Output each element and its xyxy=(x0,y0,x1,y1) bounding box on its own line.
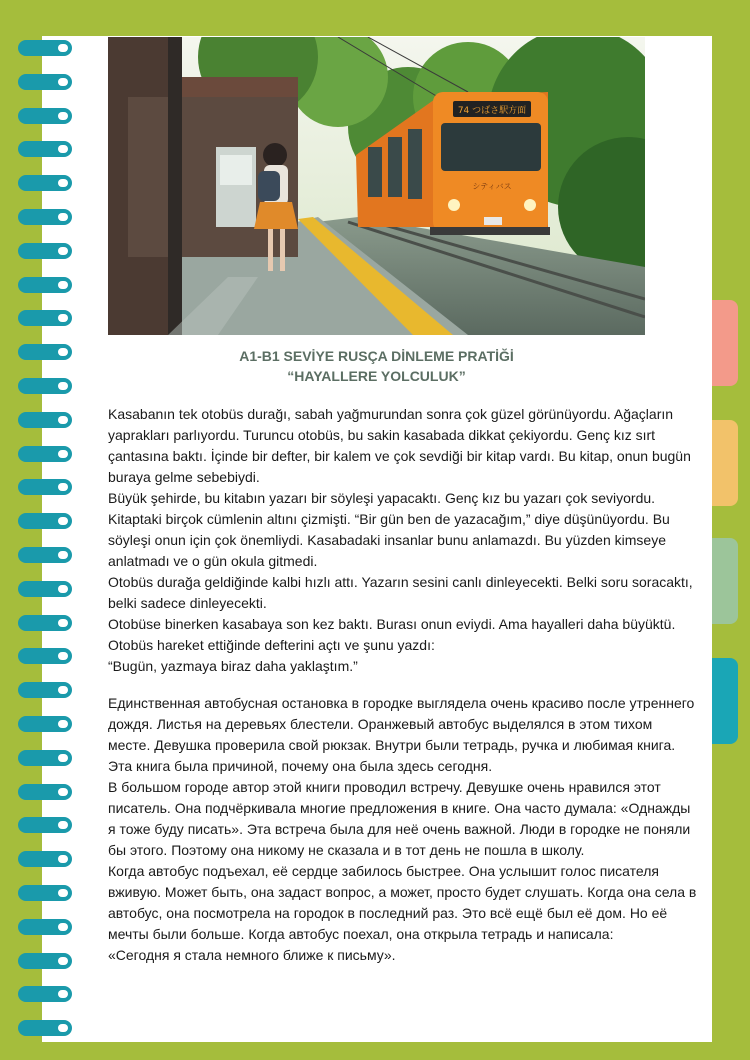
spiral-ring xyxy=(18,750,72,768)
spiral-ring xyxy=(18,108,72,126)
turkish-paragraph: “Bugün, yazmaya biraz daha yaklaştım.” xyxy=(108,658,358,674)
russian-paragraph: Когда автобус подъехал, её сердце забилось быстрее. Она услышит голос писателя вживую. Может быть, она задаст вопрос, а может, просто будет слушать. Когда она села в автобус, она посмотрела на городок в последний раз. Это всё ещё был её дом. Но её мечты были больше. Когда автобус поехал, она открыла тетрадь и написала: xyxy=(108,863,697,942)
spiral-ring xyxy=(18,953,72,971)
divider-tab-pink[interactable] xyxy=(712,300,738,386)
turkish-paragraph: Otobüs durağa geldiğinde kalbi hızlı attı. Yazarın sesini canlı dinleyecekti. Belki soru soracaktı, belki sadece dinleyecekti. xyxy=(108,574,693,611)
spiral-ring xyxy=(18,885,72,903)
spiral-ring xyxy=(18,446,72,464)
spiral-binding xyxy=(0,0,80,1060)
spiral-ring xyxy=(18,310,72,328)
russian-paragraph: «Сегодня я стала немного ближе к письму». xyxy=(108,947,396,963)
russian-story xyxy=(108,693,698,966)
turkish-paragraph: Kasabanın tek otobüs durağı, sabah yağmurundan sonra çok güzel görünüyordu. Ağaçların yaprakları parlıyordu. Turuncu otobüs, bu sakin kasabada dikkat çekiyordu. Genç kız sırt çantasına baktı. İçinde bir defter, bir kalem ve çok sevdiği bir kitap vardı. Bu kitap, onun bugün buraya gelme sebebiydi. xyxy=(108,406,691,485)
spiral-ring xyxy=(18,682,72,700)
spiral-ring xyxy=(18,986,72,1004)
spiral-ring xyxy=(18,277,72,295)
turkish-story xyxy=(108,404,698,677)
spiral-ring xyxy=(18,141,72,159)
spiral-ring xyxy=(18,547,72,565)
bus-stop-illustration xyxy=(108,37,645,335)
divider-tab-orange[interactable] xyxy=(712,420,738,506)
spiral-ring xyxy=(18,784,72,802)
spiral-ring xyxy=(18,412,72,430)
bus-brand-label: シティバス xyxy=(472,182,512,191)
russian-paragraph: Эта книга была причиной, почему она была здесь сегодня. xyxy=(108,758,493,774)
spiral-ring xyxy=(18,851,72,869)
spiral-ring xyxy=(18,513,72,531)
divider-tab-teal[interactable] xyxy=(712,658,738,744)
spiral-ring xyxy=(18,919,72,937)
turkish-paragraph: Otobüse binerken kasabaya son kez baktı. Burası onun eviydi. Ama hayalleri daha büyüktü. Otobüs hareket ettiğinde defterini açtı ve şunu yazdı: xyxy=(108,616,676,653)
bus-route-sign: 74 つばさ駅方面 xyxy=(457,106,527,116)
spiral-ring xyxy=(18,479,72,497)
divider-tab-green[interactable] xyxy=(712,538,738,624)
russian-paragraph: В большом городе автор этой книги проводил встречу. Девушке очень нравился этот писатель. Она подчёркивала многие предложения в книге. Она часто думала: «Однажды я тоже буду писать». Эта встреча была для неё очень важной. Люди в городке не поняли бы этого. Поэтому она никому не сказала и в тот день не пошла в школу. xyxy=(108,779,691,858)
russian-paragraph: Единственная автобусная остановка в городке выглядела очень красиво после утреннего дождя. Листья на деревьях блестели. Оранжевый автобус выделялся в этом тихом месте. Девушка проверила свой рюкзак. Внутри были тетрадь, ручка и любимая книга. xyxy=(108,695,695,753)
spiral-ring xyxy=(18,243,72,261)
spiral-ring xyxy=(18,1020,72,1038)
spiral-ring xyxy=(18,40,72,58)
page-title xyxy=(108,346,645,386)
spiral-ring xyxy=(18,209,72,227)
spiral-ring xyxy=(18,615,72,633)
spiral-ring xyxy=(18,581,72,599)
title-line-1: A1-B1 SEVİYE RUSÇA DİNLEME PRATİĞİ xyxy=(239,348,514,364)
spiral-ring xyxy=(18,175,72,193)
turkish-paragraph: Büyük şehirde, bu kitabın yazarı bir söyleşi yapacaktı. Genç kız bu yazarı çok seviyordu. Kitaptaki birçok cümlenin altını çizmişti. “Bir gün ben de yazacağım,” diye düşünüyordu. Bu söyleşi onun için çok önemliydi. Kasabadaki insanlar bunu anlamazdı. Bu yüzden kimseye anlatmadı ve o gün okula gitmedi. xyxy=(108,490,670,569)
spiral-ring xyxy=(18,74,72,92)
title-line-2: “HAYALLERE YOLCULUK” xyxy=(287,368,466,384)
spiral-ring xyxy=(18,648,72,666)
spiral-ring xyxy=(18,817,72,835)
spiral-ring xyxy=(18,344,72,362)
spiral-ring xyxy=(18,716,72,734)
spiral-ring xyxy=(18,378,72,396)
